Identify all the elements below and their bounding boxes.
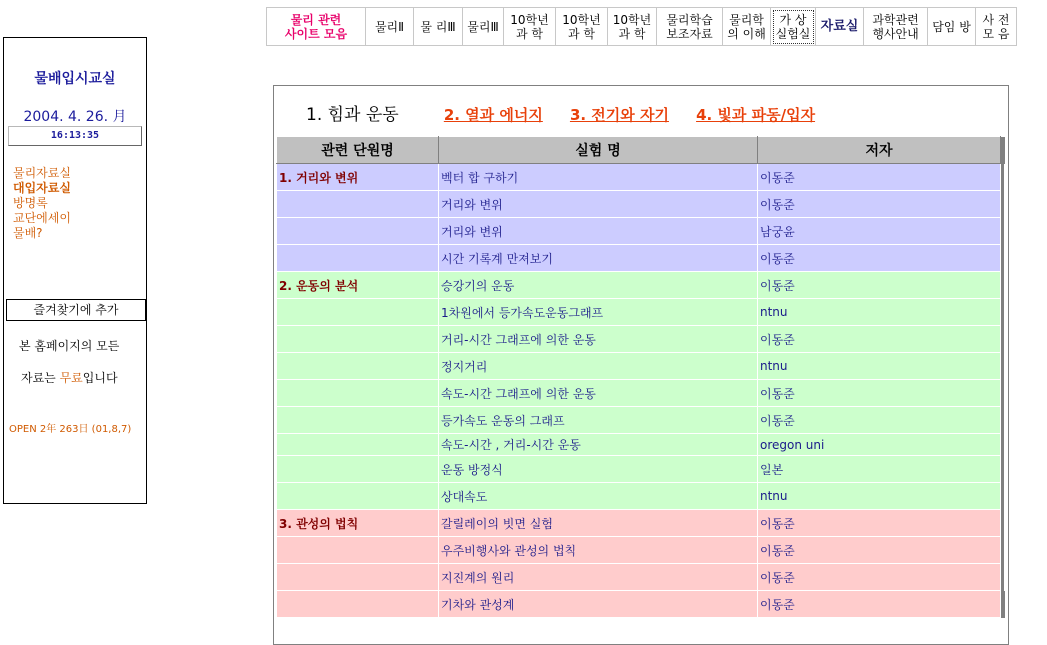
header-experiment: 실험 명 [439,137,758,164]
cell-experiment-link[interactable]: 정지거리 [439,353,758,380]
cell-experiment-link[interactable]: 지진계의 원리 [439,564,758,591]
sidebar-menu [13,166,71,241]
add-favorite-button[interactable]: 즐겨찾기에 추가 [6,299,146,321]
table-row [277,299,1005,326]
row-shadow [1001,456,1005,483]
table-row [277,510,1005,537]
table-row [277,407,1005,434]
cell-chapter [277,218,439,245]
top-navigation [266,7,1017,46]
cell-experiment-link[interactable]: 우주비행사와 관성의 법칙 [439,537,758,564]
sidebar-item-guestbook[interactable]: 방명록 [13,196,48,210]
row-shadow [1001,407,1005,434]
cell-experiment-link[interactable]: 거리-시간 그래프에 의한 운동 [439,326,758,353]
nav-item-physics-2[interactable]: 물리Ⅱ [366,8,414,46]
table-row [277,245,1005,272]
cell-chapter [277,537,439,564]
cell-author: 이동준 [758,164,1001,191]
cell-author: ntnu [758,483,1001,510]
table-row [277,591,1005,618]
cell-author: 이동준 [758,272,1001,299]
table-row [277,483,1005,510]
row-shadow [1001,326,1005,353]
cell-experiment-link[interactable]: 속도-시간 , 거리-시간 운동 [439,434,758,456]
cell-author: ntnu [758,353,1001,380]
cell-author: 이동준 [758,510,1001,537]
free-notice-line1: 본 홈페이지의 모든 [19,339,120,353]
experiment-table [276,136,1005,618]
table-row [277,380,1005,407]
cell-chapter [277,380,439,407]
cell-experiment-link[interactable]: 등가속도 운동의 그래프 [439,407,758,434]
nav-item-understanding-physics[interactable]: 물리학 의 이해 [723,8,771,46]
cell-author: 이동준 [758,564,1001,591]
row-shadow [1001,299,1005,326]
table-row [277,564,1005,591]
nav-item-grade10-science-1[interactable]: 10학년 과 학 [504,8,556,46]
cell-experiment-link[interactable]: 상대속도 [439,483,758,510]
table-body [277,164,1005,618]
cell-author: 일본 [758,456,1001,483]
cell-chapter: 1. 거리와 변위 [277,164,439,191]
row-shadow [1001,537,1005,564]
cell-chapter [277,407,439,434]
row-shadow [1001,353,1005,380]
cell-author: 이동준 [758,326,1001,353]
cell-chapter [277,591,439,618]
cell-chapter [277,483,439,510]
cell-experiment-link[interactable]: 거리와 변위 [439,191,758,218]
nav-item-physics-3b[interactable]: 물리Ⅲ [463,8,504,46]
nav-item-grade10-science-3[interactable]: 10학년 과 학 [608,8,657,46]
table-row [277,456,1005,483]
table-row [277,272,1005,299]
cell-chapter [277,564,439,591]
cell-experiment-link[interactable]: 1차원에서 등가속도운동그래프 [439,299,758,326]
site-title: 물배입시교실 [34,71,116,87]
cell-chapter [277,191,439,218]
cell-author: 남궁윤 [758,218,1001,245]
open-since-text: OPEN 2年 263日 (01,8,7) [9,424,132,435]
row-shadow [1001,380,1005,407]
row-shadow [1001,510,1005,537]
sidebar [3,37,147,504]
row-shadow [1001,591,1005,618]
cell-experiment-link[interactable]: 시간 기록계 만져보기 [439,245,758,272]
cell-experiment-link[interactable]: 벡터 합 구하기 [439,164,758,191]
current-date: 2004. 4. 26. 月 [23,109,127,125]
cell-chapter: 2. 운동의 분석 [277,272,439,299]
cell-author: 이동준 [758,191,1001,218]
row-shadow [1001,218,1005,245]
header-author: 저자 [758,137,1001,164]
nav-item-resources[interactable]: 자료실 [816,8,864,46]
header-chapter: 관련 단원명 [277,137,439,164]
row-shadow [1001,245,1005,272]
table-row [277,191,1005,218]
row-shadow [1001,564,1005,591]
table-row [277,326,1005,353]
cell-author: 이동준 [758,537,1001,564]
nav-item-science-events[interactable]: 과학관련 행사안내 [864,8,928,46]
sidebar-item-physics-resources[interactable]: 물리자료실 [13,166,71,180]
cell-author: oregon uni [758,434,1001,456]
clock-display: 16:13:35 [8,126,142,146]
free-notice-line2 [21,369,118,386]
free-notice-suffix: 입니다 [82,371,118,385]
section-link-electricity-magnetism[interactable]: 3. 전기와 자기 [569,106,669,124]
cell-experiment-link[interactable]: 승강기의 운동 [439,272,758,299]
cell-chapter [277,326,439,353]
row-shadow [1001,164,1005,191]
table-row [277,434,1005,456]
cell-chapter: 3. 관성의 법칙 [277,510,439,537]
cell-author: 이동준 [758,380,1001,407]
table-header-row [277,137,1005,164]
cell-author: 이동준 [758,407,1001,434]
row-shadow [1001,434,1005,456]
sidebar-item-about[interactable]: 물배? [13,226,43,240]
cell-chapter [277,434,439,456]
cell-chapter [277,456,439,483]
section-link-light-waves[interactable]: 4. 빛과 파동/입자 [696,106,816,124]
sidebar-item-teacher-essay[interactable]: 교단에세이 [13,211,71,225]
nav-item-virtual-lab[interactable]: 가 상 실험실 [771,8,816,46]
cell-chapter [277,245,439,272]
cell-experiment-link[interactable]: 갈릴레이의 빗면 실험 [439,510,758,537]
cell-author: 이동준 [758,245,1001,272]
cell-experiment-link[interactable]: 속도-시간 그래프에 의한 운동 [439,380,758,407]
nav-item-physics-3a[interactable]: 물 리Ⅲ [414,8,463,46]
free-notice-highlight: 무료 [59,371,83,385]
cell-chapter [277,299,439,326]
table-row [277,537,1005,564]
table-row [277,218,1005,245]
table-row [277,164,1005,191]
row-shadow [1001,272,1005,299]
main-content [273,85,1009,645]
cell-experiment-link[interactable]: 거리와 변위 [439,218,758,245]
cell-author: 이동준 [758,591,1001,618]
nav-item-study-materials[interactable]: 물리학습 보조자료 [657,8,723,46]
section-tabs [306,100,837,125]
nav-item-physics-sites[interactable]: 물리 관련 사이트 모음 [267,8,366,46]
nav-item-homeroom[interactable]: 담임 방 [928,8,976,46]
section-current: 1. 힘과 운동 [306,105,399,125]
cell-experiment-link[interactable]: 운동 방정식 [439,456,758,483]
cell-experiment-link[interactable]: 기차와 관성계 [439,591,758,618]
row-shadow [1001,483,1005,510]
sidebar-item-college-resources[interactable]: 대입자료실 [13,181,71,195]
cell-chapter [277,353,439,380]
section-link-heat-energy[interactable]: 2. 열과 에너지 [443,106,543,124]
cell-author: ntnu [758,299,1001,326]
row-shadow [1001,191,1005,218]
table-row [277,353,1005,380]
free-notice-prefix: 자료는 [21,371,60,385]
nav-item-grade10-science-2[interactable]: 10학년 과 학 [556,8,608,46]
nav-item-dictionaries[interactable]: 사 전 모 음 [976,8,1017,46]
